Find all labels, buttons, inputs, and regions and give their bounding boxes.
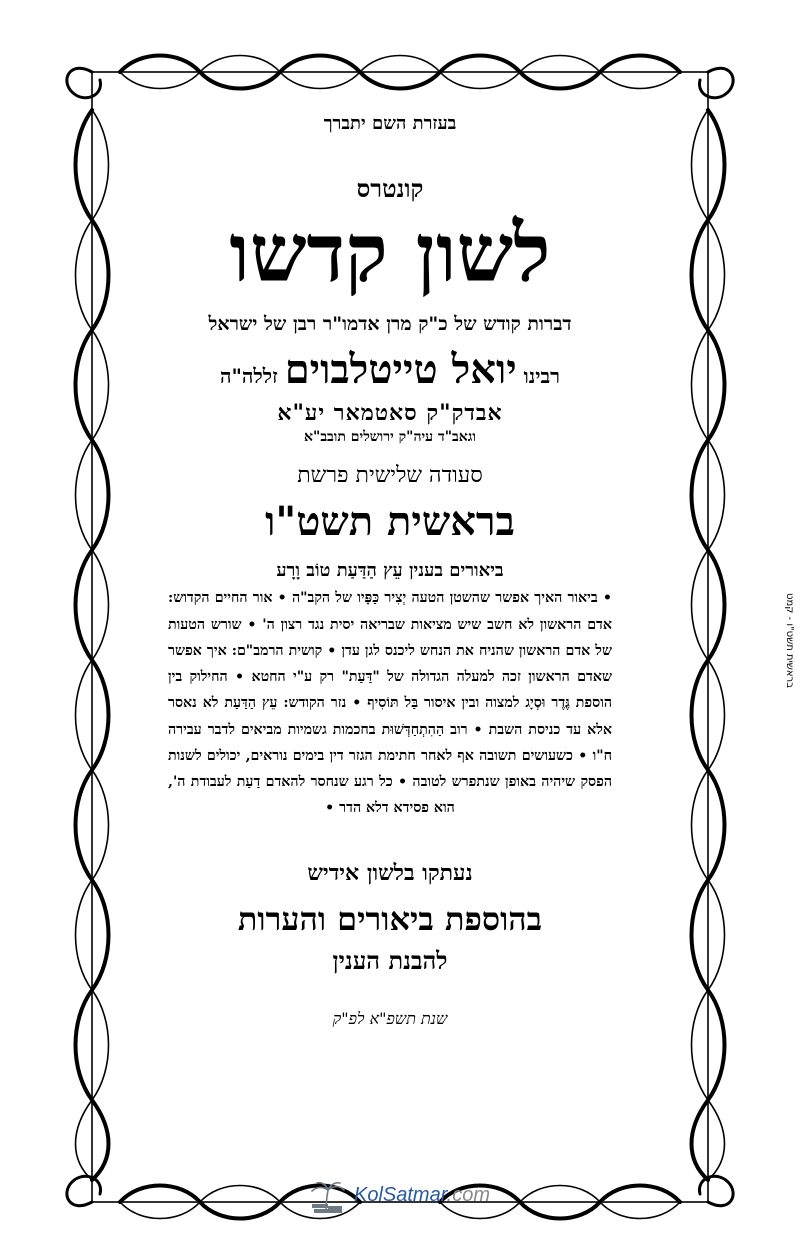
logo-tld-text: .com [446,1184,490,1206]
parsha-title: בראשית תשט"ו [265,497,515,545]
seuda-line: סעודה שלישית פרשת [297,463,483,489]
kuntres-label: קונטרס [356,173,424,203]
avdak-line: אבדק"ק סאטמאר יע"א [277,400,503,427]
title-page-content [160,95,620,1175]
rebbe-name-line [160,346,620,394]
topics-heading: ביאורים בענין עֵץ הַדַּעַת טוֹב וָרָע [276,559,504,581]
logo-brand-text: KolSatmar [354,1184,447,1206]
understanding-line: להבנת הענין [332,945,448,975]
rebbe-prefix: רבינו [523,364,560,389]
palm-tree-logo-icon [304,1180,350,1216]
rebbe-suffix: זללה"ה [220,364,278,389]
topics-body: • ביאור האיך אפשר שהשטן הטעה יְצִיר כַּפָּיו של הקב"ה • אור החיים הקדוש: אדם הראשון לא חשב שיש מציאות שבריאה יסית נגד רצון ה' • שורש הטעות של אדם הראשון שהניח את הנחש ליכנס לגן עדן • קושית הרמב"ם: איך אפשר שאדם הראשון זכה למעלה הגדולה של "דַּעַת" רק ע"י החטא • החילוק בין הוספת גֶּדֶר וּסְיָג למצוה ובין איסור בַּל תּוֹסִיף • נזר הקודש: עֵץ הַדַּעַת לא נאסר אלא עד כניסת השבת • רוב הַהִתְחַדְּשׁוּת בחכמות גשמיות מביאים לדבר עבירה ח"ו • כשעושים תשובה אף לאחר חתימת הגזר דין בימים נוראים, יכולים לשנות הפסק שיהיה באופן שנתפרש לטובה • כל רגע שנחסר להאדם דַעַת לעבודת ה', הוא פסידא דלא הדר • [168,590,612,817]
side-page-note: בראשית תשט"ו - קמט [784,593,795,688]
year-line: שנת תשפ"א לפ"ק [332,1009,448,1029]
dedication-line: בעזרת השם יתברך [323,113,457,134]
additions-line: בהוספת ביאורים והערות [237,900,543,939]
veagav-line: וגאב"ד עיה"ק ירושלים תובב"א [304,428,476,445]
translated-yiddish-line: נעתקו בלשון אידיש [307,859,473,886]
logo-wordmark [354,1184,490,1207]
divrei-kodesh-line: דברות קודש של כ"ק מרן אדמו"ר רבן של ישראל [208,313,572,336]
rebbe-name: יואל טייטלבוים [284,346,517,394]
kolsatmar-logo[interactable] [304,1180,494,1216]
main-title: לשון קדשו [229,206,551,301]
